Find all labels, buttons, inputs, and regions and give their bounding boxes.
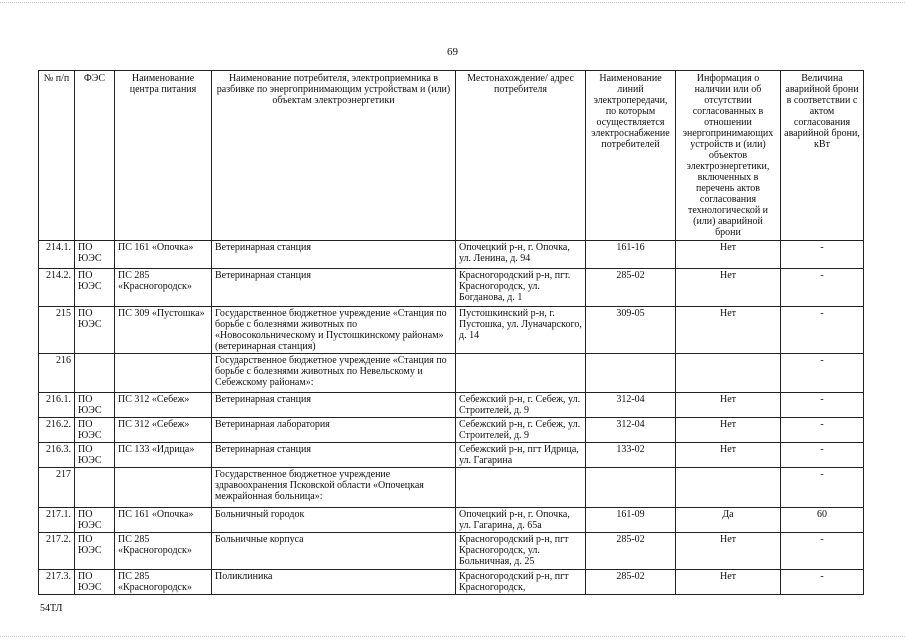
- row-reserve: -: [781, 269, 864, 307]
- row-consumer: Ветеринарная станция: [212, 443, 456, 468]
- row-info: Нет: [676, 269, 781, 307]
- row-num: 214.1.: [39, 241, 75, 269]
- row-address: [456, 354, 586, 393]
- row-reserve: -: [781, 393, 864, 418]
- row-line: 161-09: [586, 508, 676, 533]
- row-num: 217.3.: [39, 570, 75, 595]
- row-num: 217.2.: [39, 533, 75, 570]
- row-address: Красногородский р-н, пгт Красногородск,: [456, 570, 586, 595]
- table-row: [39, 508, 864, 533]
- table-row: [39, 354, 864, 393]
- table-row: [39, 468, 864, 508]
- table-row: [39, 269, 864, 307]
- footer-code: 54ТЛ: [40, 603, 63, 614]
- row-address: Опочецкий р-н, г. Опочка, ул. Ленина, д. 94: [456, 241, 586, 269]
- table-row: [39, 533, 864, 570]
- row-center: ПС 312 «Себеж»: [115, 418, 212, 443]
- row-consumer: Ветеринарная станция: [212, 241, 456, 269]
- row-info: Нет: [676, 393, 781, 418]
- row-fes: ПО ЮЭС: [75, 443, 115, 468]
- row-consumer: Государственное бюджетное учреждение «Станция по борьбе с болезнями животных по Невельскому и Себежскому районам»:: [212, 354, 456, 393]
- scan-edge-top: [0, 2, 905, 3]
- row-info: Нет: [676, 241, 781, 269]
- row-fes: ПО ЮЭС: [75, 307, 115, 354]
- row-address: Себежский р-н, пгт Идрица, ул. Гагарина: [456, 443, 586, 468]
- row-fes: ПО ЮЭС: [75, 508, 115, 533]
- row-center: ПС 161 «Опочка»: [115, 241, 212, 269]
- header-center: Наименование центра питания: [115, 71, 212, 241]
- row-info: Нет: [676, 307, 781, 354]
- row-address: Опочецкий р-н, г. Опочка, ул. Гагарина, д. 65а: [456, 508, 586, 533]
- header-num: № п/п: [39, 71, 75, 241]
- row-num: 214.2.: [39, 269, 75, 307]
- row-num: 215: [39, 307, 75, 354]
- row-fes: [75, 468, 115, 508]
- row-reserve: -: [781, 443, 864, 468]
- table-row: [39, 241, 864, 269]
- row-line: [586, 354, 676, 393]
- row-line: [586, 468, 676, 508]
- row-num: 217: [39, 468, 75, 508]
- row-consumer: Государственное бюджетное учреждение здравоохранения Псковской области «Опочецкая межрайонная больница»:: [212, 468, 456, 508]
- header-info: Информация о наличии или об отсутствии согласованных в отношении энергопринимающих устройств и (или) объектов электроэнергетики, включенных в перечень актов согласования технологической и (или) аварийной брони: [676, 71, 781, 241]
- row-info: [676, 468, 781, 508]
- row-center: ПС 133 «Идрица»: [115, 443, 212, 468]
- row-line: 285-02: [586, 570, 676, 595]
- row-line: 309-05: [586, 307, 676, 354]
- header-row: [39, 71, 864, 241]
- row-num: 216.1.: [39, 393, 75, 418]
- row-fes: ПО ЮЭС: [75, 393, 115, 418]
- row-info: [676, 354, 781, 393]
- row-line: 133-02: [586, 443, 676, 468]
- row-fes: [75, 354, 115, 393]
- row-num: 217.1.: [39, 508, 75, 533]
- row-info: Нет: [676, 443, 781, 468]
- table-row: [39, 418, 864, 443]
- row-consumer: Больничные корпуса: [212, 533, 456, 570]
- row-address: Красногородский р-н, пгт. Красногородск, ул. Богданова, д. 1: [456, 269, 586, 307]
- scan-edge-bottom: [0, 636, 905, 637]
- row-address: Себежский р-н, г. Себеж, ул. Строителей, д. 9: [456, 418, 586, 443]
- header-fes: ФЭС: [75, 71, 115, 241]
- row-center: ПС 161 «Опочка»: [115, 508, 212, 533]
- row-num: 216: [39, 354, 75, 393]
- row-fes: ПО ЮЭС: [75, 269, 115, 307]
- row-fes: ПО ЮЭС: [75, 418, 115, 443]
- header-consumer: Наименование потребителя, электроприемника в разбивке по энергопринимающим устройствам и (или) объектам электроэнергетики: [212, 71, 456, 241]
- header-reserve: Величина аварийной брони в соответствии с актом согласования аварийной брони, кВт: [781, 71, 864, 241]
- row-consumer: Поликлиника: [212, 570, 456, 595]
- header-address: Местонахождение/ адрес потребителя: [456, 71, 586, 241]
- row-center: [115, 354, 212, 393]
- consumer-table: [38, 70, 864, 595]
- row-line: 161-16: [586, 241, 676, 269]
- row-reserve: -: [781, 418, 864, 443]
- row-info: Нет: [676, 570, 781, 595]
- row-reserve: 60: [781, 508, 864, 533]
- row-reserve: -: [781, 570, 864, 595]
- table-row: [39, 307, 864, 354]
- row-num: 216.3.: [39, 443, 75, 468]
- row-info: Нет: [676, 533, 781, 570]
- row-address: Пустошкинский р-н, г. Пустошка, ул. Луначарского, д. 14: [456, 307, 586, 354]
- row-line: 312-04: [586, 393, 676, 418]
- row-center: ПС 285 «Красногородск»: [115, 570, 212, 595]
- row-reserve: -: [781, 354, 864, 393]
- row-reserve: -: [781, 241, 864, 269]
- row-line: 285-02: [586, 533, 676, 570]
- row-consumer: Больничный городок: [212, 508, 456, 533]
- table-row: [39, 393, 864, 418]
- row-line: 285-02: [586, 269, 676, 307]
- row-fes: ПО ЮЭС: [75, 570, 115, 595]
- header-line: Наименование линий электропередачи, по которым осуществляется электроснабжение потребителей: [586, 71, 676, 241]
- row-address: Себежский р-н, г. Себеж, ул. Строителей, д. 9: [456, 393, 586, 418]
- row-reserve: -: [781, 468, 864, 508]
- row-consumer: Государственное бюджетное учреждение «Станция по борьбе с болезнями животных по «Новосокольническому и Пустошкинскому районам» (ветеринарная станция): [212, 307, 456, 354]
- row-reserve: -: [781, 533, 864, 570]
- row-fes: ПО ЮЭС: [75, 533, 115, 570]
- table-row: [39, 570, 864, 595]
- row-address: Красногородский р-н, пгт Красногородск, ул. Больничная, д. 25: [456, 533, 586, 570]
- table-row: [39, 443, 864, 468]
- row-line: 312-04: [586, 418, 676, 443]
- row-consumer: Ветеринарная станция: [212, 393, 456, 418]
- row-center: ПС 285 «Красногородск»: [115, 533, 212, 570]
- row-address: [456, 468, 586, 508]
- row-center: ПС 312 «Себеж»: [115, 393, 212, 418]
- row-center: [115, 468, 212, 508]
- row-center: ПС 285 «Красногородск»: [115, 269, 212, 307]
- row-info: Да: [676, 508, 781, 533]
- row-reserve: -: [781, 307, 864, 354]
- row-fes: ПО ЮЭС: [75, 241, 115, 269]
- page-number: 69: [447, 46, 458, 58]
- row-num: 216.2.: [39, 418, 75, 443]
- row-info: Нет: [676, 418, 781, 443]
- row-consumer: Ветеринарная лаборатория: [212, 418, 456, 443]
- row-consumer: Ветеринарная станция: [212, 269, 456, 307]
- row-center: ПС 309 «Пустошка»: [115, 307, 212, 354]
